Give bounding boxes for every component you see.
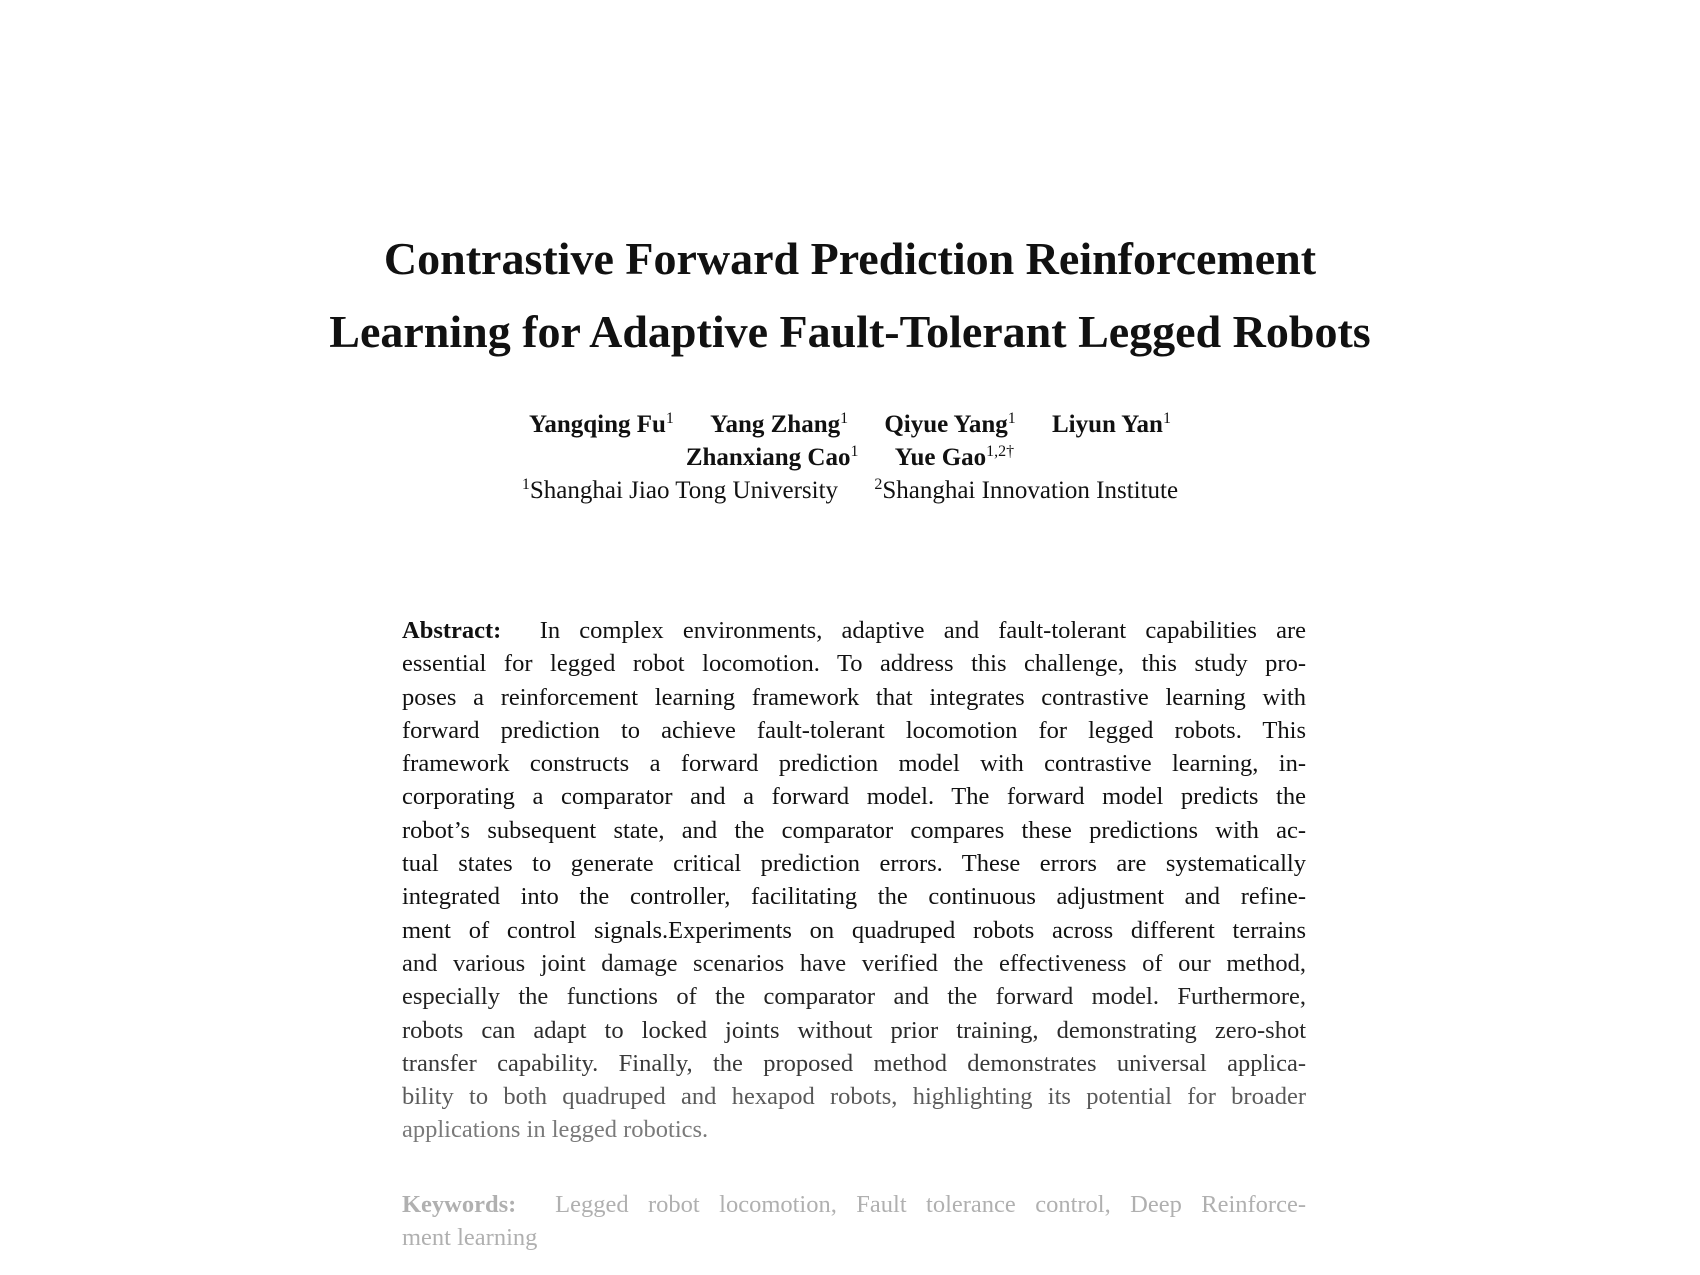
- author-affiliation: 1: [850, 443, 859, 460]
- abstract-line-text: poses a reinforcement learning framework that integrates contrastive learning with: [402, 683, 1306, 711]
- abstract-line: [402, 847, 1306, 880]
- paper-title: [0, 222, 1700, 368]
- abstract-line: [402, 947, 1306, 980]
- abstract-label: Abstract:: [402, 617, 502, 644]
- keywords-text-1: Legged robot locomotion, Fault tolerance control, Deep Reinforce-: [555, 1191, 1306, 1218]
- affiliation-name: Shanghai Jiao Tong University: [529, 477, 839, 504]
- abstract-line-text: framework constructs a forward prediction model with contrastive learning, in-: [402, 750, 1306, 778]
- abstract-line-text: tual states to generate critical prediction errors. These errors are systematically: [402, 850, 1306, 878]
- abstract-line-text: ment of control signals.Experiments on quadruped robots across different terrains: [402, 916, 1306, 944]
- affiliation-number: 1: [521, 476, 530, 493]
- abstract-line: [402, 914, 1306, 947]
- abstract-line: [402, 647, 1306, 680]
- abstract-line: [402, 880, 1306, 913]
- abstract-line: [402, 714, 1306, 747]
- abstract-line: [402, 681, 1306, 714]
- keywords: [402, 1188, 1306, 1255]
- title-line-1: Contrastive Forward Prediction Reinforcement: [383, 233, 1317, 284]
- abstract-line-text: robots can adapt to locked joints without prior training, demonstrating zero-shot: [402, 1016, 1306, 1044]
- abstract-line-text: corporating a comparator and a forward model. The forward model predicts the: [402, 783, 1306, 811]
- abstract-line-text: and various joint damage scenarios have verified the effectiveness of our method,: [402, 949, 1306, 977]
- keywords-text-2: ment learning: [402, 1224, 538, 1252]
- abstract-line: [402, 780, 1306, 813]
- abstract-line-text: forward prediction to achieve fault-tolerant locomotion for legged robots. This: [402, 716, 1306, 744]
- abstract-line-text: especially the functions of the comparator and the forward model. Furthermore,: [402, 983, 1306, 1011]
- abstract-line: [402, 747, 1306, 780]
- author-name: Qiyue Yang: [884, 411, 1008, 438]
- abstract-line: [402, 814, 1306, 847]
- abstract: [402, 614, 1306, 1147]
- author-name: Yangqing Fu: [529, 411, 666, 438]
- affiliation-name: Shanghai Innovation Institute: [882, 477, 1179, 504]
- abstract-line-text: In complex environments, adaptive and fault-tolerant capabilities are: [539, 617, 1306, 644]
- abstract-line-text: robot’s subsequent state, and the comparator compares these predictions with ac-: [402, 816, 1306, 844]
- author-name: Yang Zhang: [710, 411, 841, 438]
- author-affiliation: 1,2†: [986, 443, 1015, 460]
- abstract-line: [402, 614, 1306, 647]
- author-block: [0, 408, 1700, 507]
- author-name: Zhanxiang Cao: [685, 444, 851, 471]
- author-name: Yue Gao: [894, 444, 987, 471]
- title-line-2: Learning for Adaptive Fault-Tolerant Legged Robots: [329, 306, 1371, 357]
- abstract-line-text: applications in legged robotics.: [402, 1116, 709, 1144]
- abstract-line: [402, 1113, 1306, 1146]
- affiliation-row: [0, 474, 1700, 507]
- abstract-line: [402, 1080, 1306, 1113]
- abstract-line-text: essential for legged robot locomotion. To address this challenge, this study pro-: [402, 650, 1306, 678]
- abstract-line: [402, 980, 1306, 1013]
- author-row-1: [0, 408, 1700, 441]
- author-affiliation: 1: [840, 410, 849, 427]
- abstract-line: [402, 1014, 1306, 1047]
- author-affiliation: 1: [1007, 410, 1016, 427]
- author-affiliation: 1: [665, 410, 674, 427]
- abstract-line-text: bility to both quadruped and hexapod robots, highlighting its potential for broader: [402, 1083, 1306, 1111]
- abstract-line-text: integrated into the controller, facilitating the continuous adjustment and refine-: [402, 883, 1306, 911]
- affiliation-number: 2: [874, 476, 883, 493]
- author-affiliation: 1: [1162, 410, 1171, 427]
- abstract-line-text: transfer capability. Finally, the proposed method demonstrates universal applica-: [402, 1049, 1306, 1077]
- author-name: Liyun Yan: [1052, 411, 1163, 438]
- abstract-line: [402, 1047, 1306, 1080]
- keywords-label: Keywords:: [402, 1191, 517, 1218]
- author-row-2: [0, 441, 1700, 474]
